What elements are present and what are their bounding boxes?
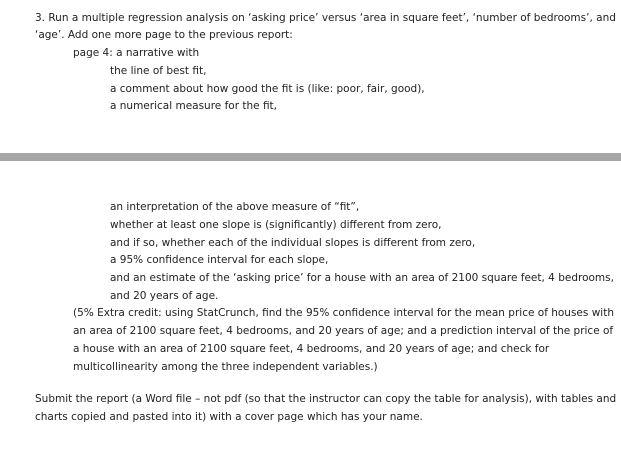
item-estimate-line-1: and an estimate of the ‘asking price’ for a house with an area of 2100 square feet, 4 bedrooms, (110, 272, 614, 284)
question-text-line-2: ‘age’. Add one more page to the previous report: (35, 29, 293, 41)
item-confidence-interval: a 95% confidence interval for each slope, (110, 254, 329, 266)
item-interpretation: an interpretation of the above measure of “fit”, (110, 201, 360, 213)
question-text-line-1: 3. Run a multiple regression analysis on ‘asking price’ versus ‘area in square feet’, ‘number of bedrooms’, and (35, 12, 616, 24)
submit-line-2: charts copied and pasted into it) with a cover page which has your name. (35, 411, 423, 423)
extra-credit-line-2: an area of 2100 square feet, 4 bedrooms, and 20 years of age; and a prediction interval of the price of (73, 325, 614, 337)
item-best-fit: the line of best fit, (110, 65, 207, 77)
extra-credit-line-4: multicollinearity among the three independent variables.) (73, 361, 378, 373)
item-slope-each: and if so, whether each of the individual slopes is different from zero, (110, 237, 476, 249)
item-fit-comment: a comment about how good the fit is (like: poor, fair, good), (110, 83, 425, 95)
page-break-divider (0, 153, 621, 161)
submit-line-1: Submit the report (a Word file – not pdf (so that the instructor can copy the table for analysis), with tables and (35, 393, 617, 405)
page4-intro: page 4: a narrative with (73, 47, 200, 59)
item-numerical-measure: a numerical measure for the fit, (110, 100, 278, 112)
item-slope-any: whether at least one slope is (significantly) different from zero, (110, 219, 442, 231)
extra-credit-line-1: (5% Extra credit: using StatCrunch, find the 95% confidence interval for the mean price of houses with (73, 307, 614, 319)
extra-credit-line-3: a house with an area of 2100 square feet, 4 bedrooms, and 20 years of age; and check for (73, 343, 550, 355)
item-estimate-line-2: and 20 years of age. (110, 290, 219, 302)
